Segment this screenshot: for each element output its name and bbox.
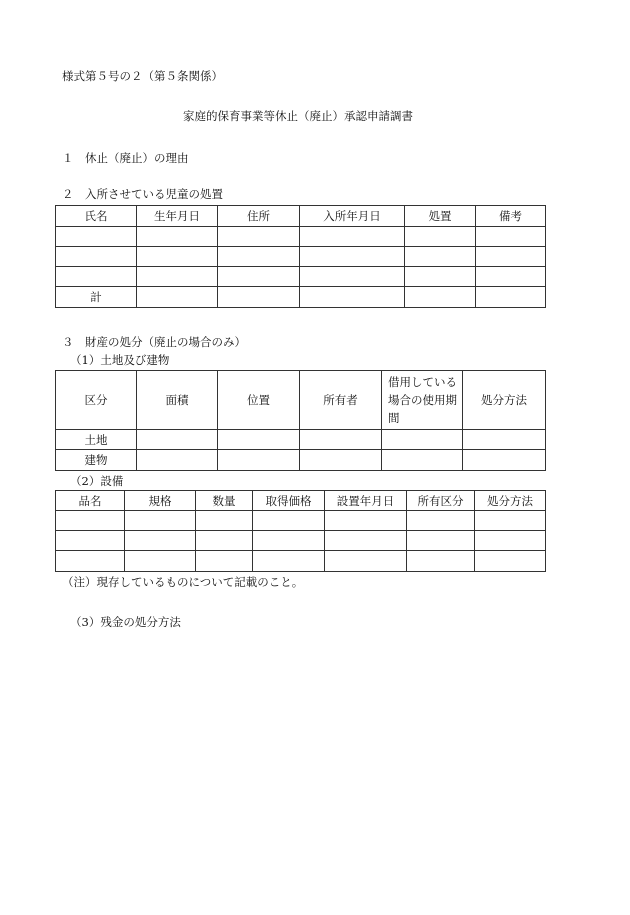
col-header-location: 位置 bbox=[218, 371, 300, 430]
col-header-admission-date: 入所年月日 bbox=[300, 206, 405, 227]
table-row bbox=[56, 227, 546, 247]
table-row bbox=[56, 247, 546, 267]
table-header-row bbox=[56, 206, 546, 227]
col-header-disposal-method: 処分方法 bbox=[463, 371, 546, 430]
land-building-heading: （1）土地及び建物 bbox=[70, 353, 170, 367]
col-header-owner: 所有者 bbox=[300, 371, 382, 430]
table-header-row bbox=[56, 491, 546, 511]
section-3-heading: ３ 財産の処分（廃止の場合のみ） bbox=[62, 335, 246, 349]
col-header-disposition: 処置 bbox=[405, 206, 476, 227]
cash-disposal-heading: （3）残金の処分方法 bbox=[70, 615, 181, 629]
table-row bbox=[56, 551, 546, 572]
table-row bbox=[56, 531, 546, 551]
table-header-row bbox=[56, 371, 546, 430]
children-table bbox=[55, 205, 546, 308]
form-number: 様式第５号の２（第５条関係） bbox=[62, 69, 223, 83]
col-header-acquisition-price: 取得価格 bbox=[253, 491, 325, 511]
equipment-table bbox=[55, 490, 546, 572]
table-row bbox=[56, 267, 546, 287]
row-label-land: 土地 bbox=[56, 430, 137, 450]
col-header-remarks: 備考 bbox=[476, 206, 546, 227]
col-header-installation-date: 設置年月日 bbox=[325, 491, 407, 511]
table-row bbox=[56, 511, 546, 531]
col-header-name: 氏名 bbox=[56, 206, 137, 227]
col-header-birthdate: 生年月日 bbox=[137, 206, 218, 227]
table-row bbox=[56, 430, 546, 450]
col-header-area: 面積 bbox=[137, 371, 218, 430]
col-header-specification: 規格 bbox=[125, 491, 196, 511]
col-header-quantity: 数量 bbox=[196, 491, 253, 511]
equipment-heading: （2）設備 bbox=[70, 474, 124, 488]
col-header-ownership: 所有区分 bbox=[407, 491, 475, 511]
total-row bbox=[56, 287, 546, 308]
col-header-item-name: 品名 bbox=[56, 491, 125, 511]
col-header-category: 区分 bbox=[56, 371, 137, 430]
section-1-heading: １ 休止（廃止）の理由 bbox=[62, 151, 189, 165]
section-2-heading: ２ 入所させている児童の処置 bbox=[62, 187, 223, 201]
row-label-building: 建物 bbox=[56, 450, 137, 471]
col-header-lease-period: 借用している場合の使用期間 bbox=[382, 371, 463, 430]
total-label: 計 bbox=[56, 287, 137, 308]
document-title: 家庭的保育事業等休止（廃止）承認申請調書 bbox=[183, 109, 413, 123]
col-header-disposal-method: 処分方法 bbox=[475, 491, 546, 511]
land-building-table bbox=[55, 370, 546, 471]
col-header-address: 住所 bbox=[218, 206, 300, 227]
note: （注）現存しているものについて記載のこと。 bbox=[62, 575, 304, 589]
table-row bbox=[56, 450, 546, 471]
